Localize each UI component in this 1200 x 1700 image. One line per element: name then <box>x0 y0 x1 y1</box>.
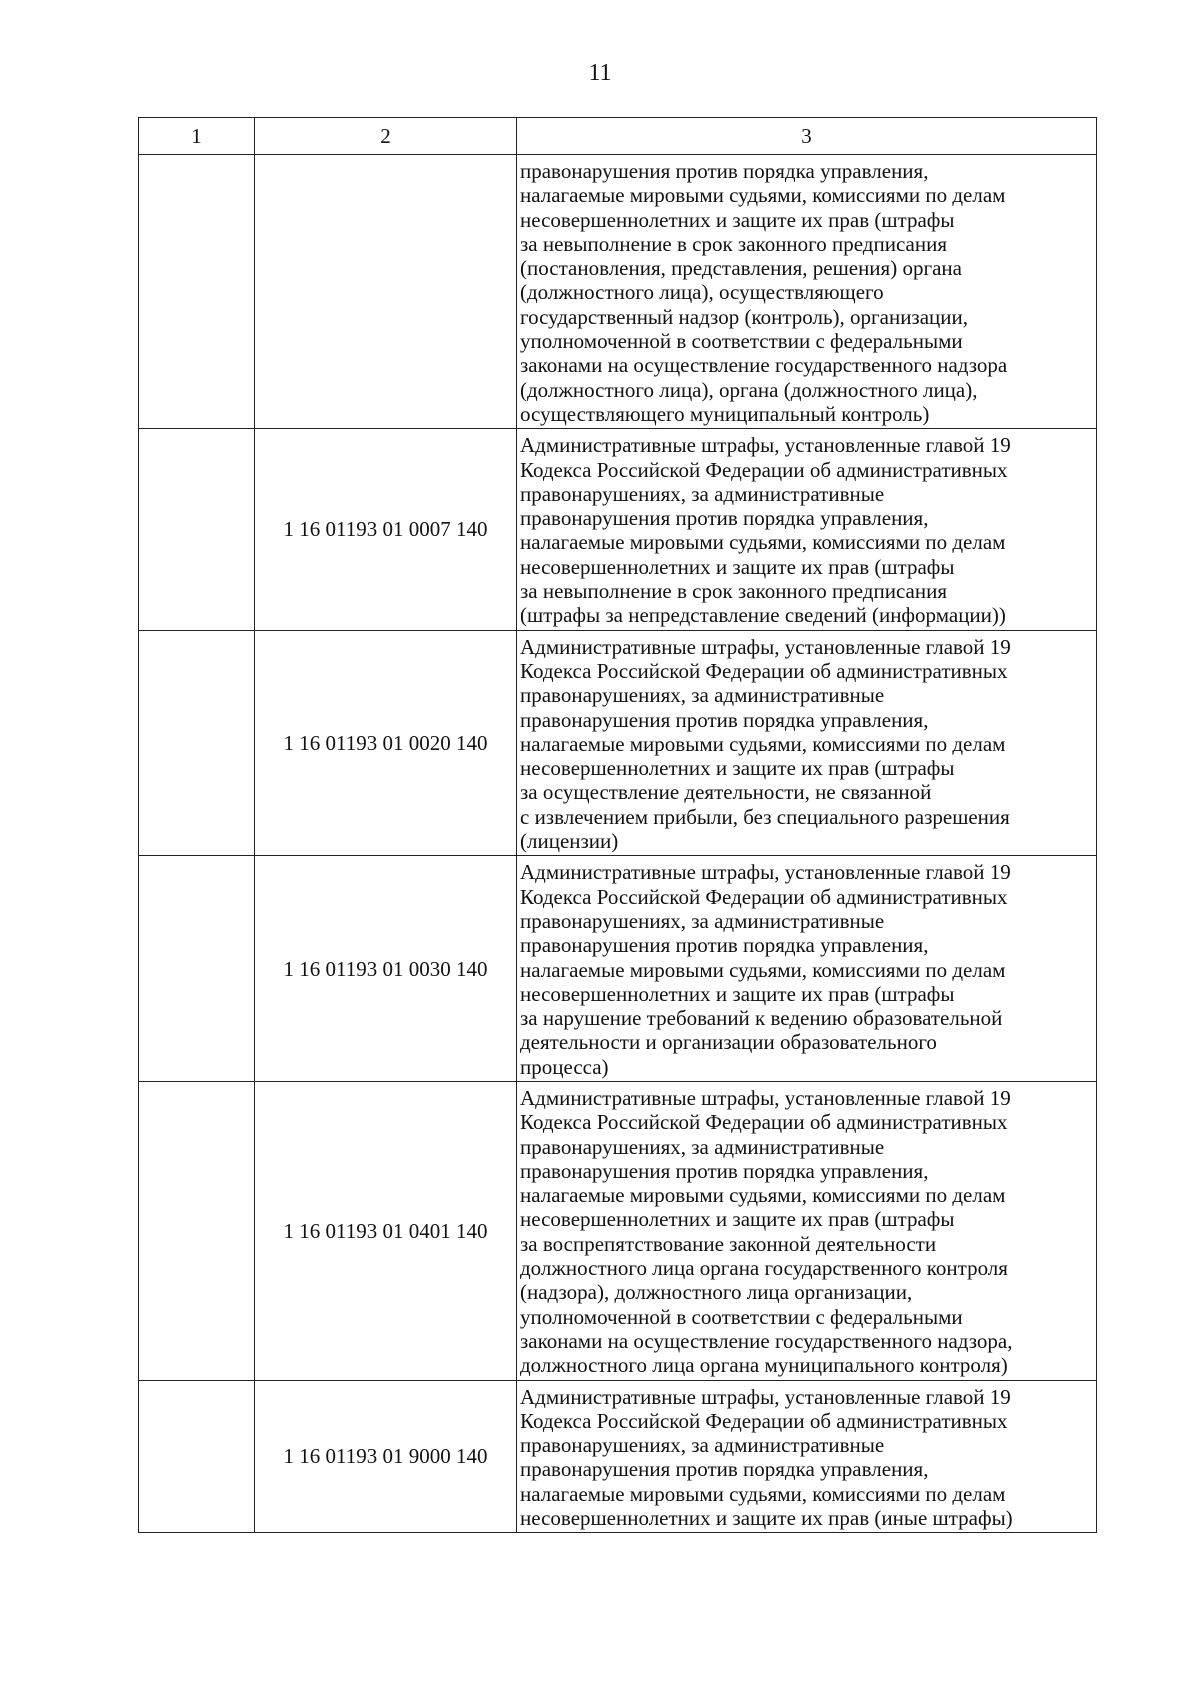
table-row <box>139 429 1097 630</box>
description-line: должностного лица органа государственного контроля <box>520 1256 1008 1281</box>
description-line: Административные штрафы, установленные главой 19 <box>520 1384 1011 1409</box>
description-line: деятельности и организации образовательного <box>520 1030 937 1055</box>
description-line: (должностного лица), органа (должностного лица), <box>520 377 978 402</box>
description-line: несовершеннолетних и защите их прав (штрафы <box>520 554 955 579</box>
admin-code-cell <box>139 630 255 856</box>
description-cell <box>517 1081 1097 1380</box>
description-line: (должностного лица), осуществляющего <box>520 280 884 305</box>
description-line: (надзора), должностного лица организации, <box>520 1280 913 1305</box>
description-line: Кодекса Российской Федерации об административных <box>520 884 1008 909</box>
description-line: с извлечением прибыли, без специального разрешения <box>520 804 1010 829</box>
description-line: правонарушениях, за административные <box>520 683 885 708</box>
budget-code-cell: 1 16 01193 01 0020 140 <box>255 630 517 856</box>
table-row <box>139 1081 1097 1380</box>
description-line: Административные штрафы, установленные главой 19 <box>520 433 1011 458</box>
description-line: законами на осуществление государственного надзора, <box>520 1328 1013 1353</box>
description-line: государственный надзор (контроль), организации, <box>520 304 969 329</box>
description-line: налагаемые мировыми судьями, комиссиями по делам <box>520 1481 1006 1506</box>
description-line: правонарушения против порядка управления, <box>520 159 929 183</box>
description-line: (постановления, представления, решения) органа <box>520 256 962 281</box>
description-line: правонарушениях, за административные <box>520 1433 885 1458</box>
description-line: налагаемые мировыми судьями, комиссиями по делам <box>520 530 1006 555</box>
description-line: (штрафы за непредставление сведений (информации)) <box>520 603 1006 628</box>
description-line: Административные штрафы, установленные главой 19 <box>520 1085 1011 1110</box>
description-line: Кодекса Российской Федерации об административных <box>520 1408 1008 1433</box>
description-line: осуществляющего муниципальный контроль) <box>520 401 930 426</box>
table-body <box>139 155 1097 1533</box>
description-line: за осуществление деятельности, не связанной <box>520 780 932 805</box>
description-line: за нарушение требований к ведению образовательной <box>520 1006 1003 1031</box>
table-row <box>139 856 1097 1082</box>
description-line: несовершеннолетних и защите их прав (штрафы <box>520 756 955 781</box>
description-line: правонарушения против порядка управления, <box>520 1457 929 1482</box>
description-line: правонарушения против порядка управления, <box>520 707 929 732</box>
description-line: правонарушения против порядка управления, <box>520 933 929 958</box>
admin-code-cell <box>139 1081 255 1380</box>
budget-classification-table <box>138 117 1097 1533</box>
table-row <box>139 155 1097 429</box>
description-line: налагаемые мировыми судьями, комиссиями по делам <box>520 183 1006 208</box>
admin-code-cell <box>139 155 255 429</box>
admin-code-cell <box>139 1380 255 1533</box>
description-line: (лицензии) <box>520 829 619 854</box>
description-line: должностного лица органа муниципального контроля) <box>520 1353 1008 1378</box>
description-line: правонарушениях, за административные <box>520 1134 885 1159</box>
description-cell <box>517 155 1097 429</box>
description-line: несовершеннолетних и защите их прав (штрафы <box>520 981 955 1006</box>
admin-code-cell <box>139 856 255 1082</box>
description-line: налагаемые мировыми судьями, комиссиями по делам <box>520 731 1006 756</box>
description-line: Кодекса Российской Федерации об административных <box>520 1110 1008 1135</box>
description-cell <box>517 856 1097 1082</box>
description-line: несовершеннолетних и защите их прав (штрафы <box>520 207 955 232</box>
description-line: уполномоченной в соответствии с федеральными <box>520 329 963 354</box>
column-header-1: 1 <box>139 118 255 155</box>
budget-code-cell: 1 16 01193 01 0007 140 <box>255 429 517 630</box>
admin-code-cell <box>139 429 255 630</box>
description-line: за невыполнение в срок законного предписания <box>520 231 947 256</box>
column-header-2: 2 <box>255 118 517 155</box>
description-line: налагаемые мировыми судьями, комиссиями по делам <box>520 957 1006 982</box>
budget-code-cell <box>255 155 517 429</box>
description-cell <box>517 429 1097 630</box>
table-row <box>139 1380 1097 1533</box>
description-line: правонарушения против порядка управления, <box>520 506 929 531</box>
description-line: уполномоченной в соответствии с федеральными <box>520 1304 963 1329</box>
description-cell <box>517 630 1097 856</box>
description-cell <box>517 1380 1097 1533</box>
description-line: Административные штрафы, установленные главой 19 <box>520 634 1011 659</box>
description-line: законами на осуществление государственного надзора <box>520 353 1008 378</box>
description-line: Административные штрафы, установленные главой 19 <box>520 860 1011 885</box>
budget-code-cell: 1 16 01193 01 0030 140 <box>255 856 517 1082</box>
description-line: правонарушения против порядка управления, <box>520 1158 929 1183</box>
description-line: несовершеннолетних и защите их прав (штрафы <box>520 1207 955 1232</box>
table-header-row <box>139 118 1097 155</box>
budget-code-cell: 1 16 01193 01 0401 140 <box>255 1081 517 1380</box>
description-line: Кодекса Российской Федерации об административных <box>520 457 1008 482</box>
description-line: налагаемые мировыми судьями, комиссиями по делам <box>520 1183 1006 1208</box>
budget-code-cell: 1 16 01193 01 9000 140 <box>255 1380 517 1533</box>
page-number: 11 <box>588 60 612 86</box>
description-line: правонарушениях, за административные <box>520 481 885 506</box>
description-line: правонарушениях, за административные <box>520 908 885 933</box>
description-line: несовершеннолетних и защите их прав (иные штрафы) <box>520 1506 1013 1531</box>
description-line: Кодекса Российской Федерации об административных <box>520 658 1008 683</box>
description-line: процесса) <box>520 1054 609 1079</box>
description-line: за невыполнение в срок законного предписания <box>520 579 947 604</box>
table-row <box>139 630 1097 856</box>
column-header-3: 3 <box>517 118 1097 155</box>
description-line: за воспрепятствование законной деятельности <box>520 1231 937 1256</box>
